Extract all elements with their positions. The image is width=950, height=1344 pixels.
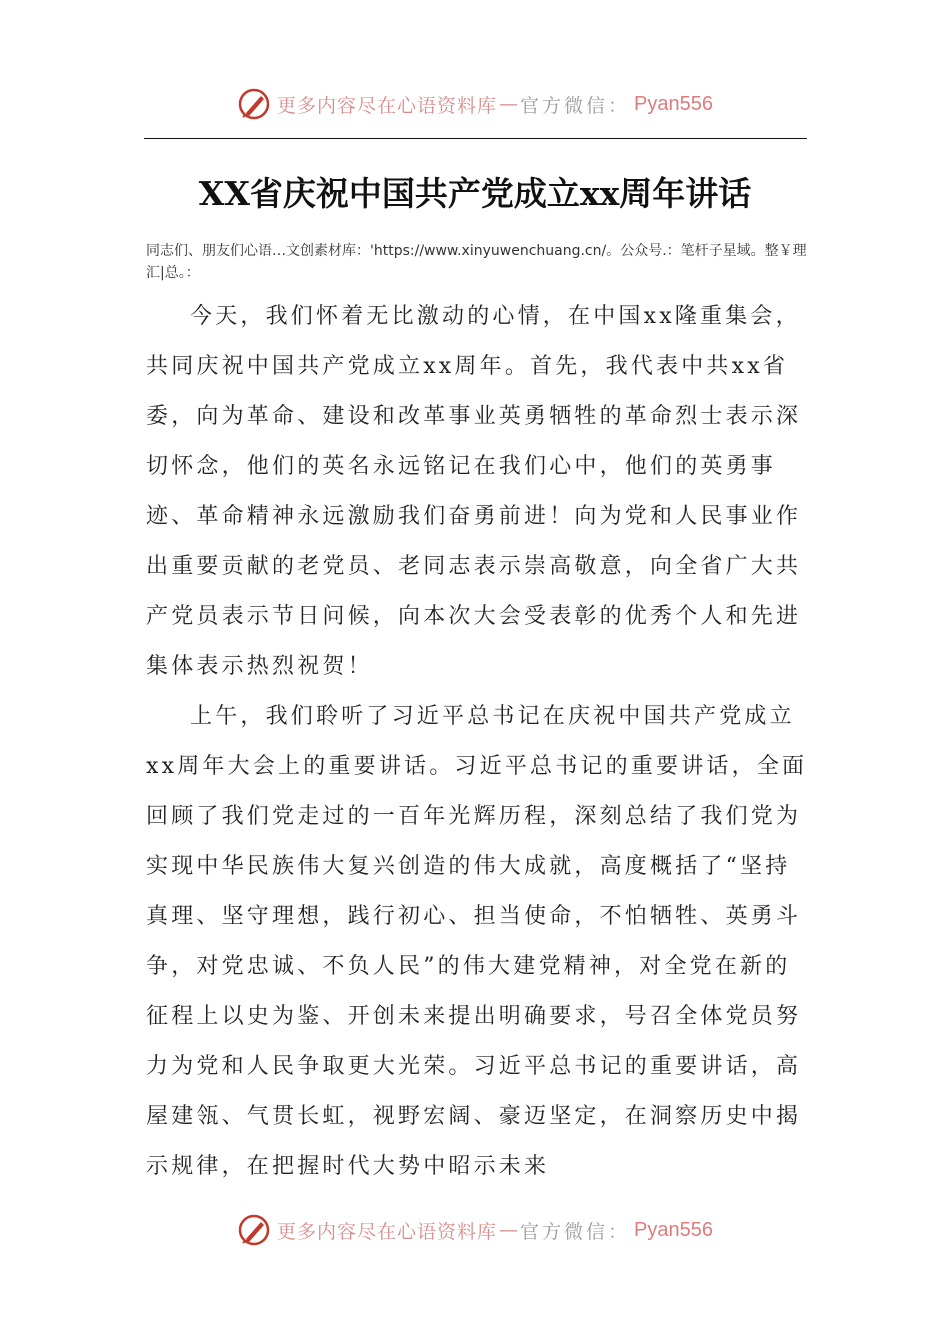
header-divider <box>144 138 807 139</box>
document-body <box>146 292 808 1192</box>
paragraph: 上午，我们聆听了习近平总书记在庆祝中国共产党成立xx周年大会上的重要讲话。习近平总书记的重要讲话，全面回顾了我们党走过的一百年光辉历程，深刻总结了我们党为实现中华民族伟大复兴创造的伟大成就，高度概括了“坚持真理、坚守理想，践行初心、担当使命，不怕牺牲、英勇斗争，对党忠诚、不负人民”的伟大建党精神，对全党在新的征程上以史为鉴、开创未来提出明确要求，号召全体党员努力为党和人民争取更大光荣。习近平总书记的重要讲话，高屋建瓴、气贯长虹，视野宏阔、豪迈坚定，在洞察历史中揭示规律，在把握时代大势中昭示未来 <box>146 704 808 1179</box>
header-banner <box>0 86 950 122</box>
document-title: XX省庆祝中国共产党成立xx周年讲话 <box>198 174 752 213</box>
banner-wechat-id: Pyan556 <box>634 92 713 115</box>
paragraph: 今天，我们怀着无比激动的心情，在中国xx隆重集会，共同庆祝中国共产党成立xx周年。首先，我代表中共xx省委，向为革命、建设和改革事业英勇牺牲的革命烈士表示深切怀念，他们的英名永远铭记在我们心中，他们的英勇事迹、革命精神永远激励我们奋勇前进！向为党和人民事业作出重要贡献的老党员、老同志表示崇高敬意，向全省广大共产党员表示节日问候，向本次大会受表彰的优秀个人和先进集体表示热烈祝贺！ <box>146 304 802 679</box>
banner-brand-text: 更多内容尽在心语资料库 <box>277 1220 498 1243</box>
banner-brand-text: 更多内容尽在心语资料库 <box>277 94 498 117</box>
footer-banner <box>0 1212 950 1248</box>
banner-wechat-id: Pyan556 <box>634 1218 713 1241</box>
document-intro: 同志们、朋友们心语…文创素材库：'https://www.xinyuwenchuang.cn/。公众号.：笔杆子星域。整￥理汇|总。： <box>146 243 807 281</box>
banner-official-label: 官方微信： <box>520 1220 631 1243</box>
pen-logo-icon <box>237 87 271 121</box>
banner-dash: — <box>499 93 519 115</box>
banner-dash: — <box>499 1219 519 1241</box>
pen-logo-icon <box>237 1213 271 1247</box>
banner-official-label: 官方微信： <box>520 94 631 117</box>
